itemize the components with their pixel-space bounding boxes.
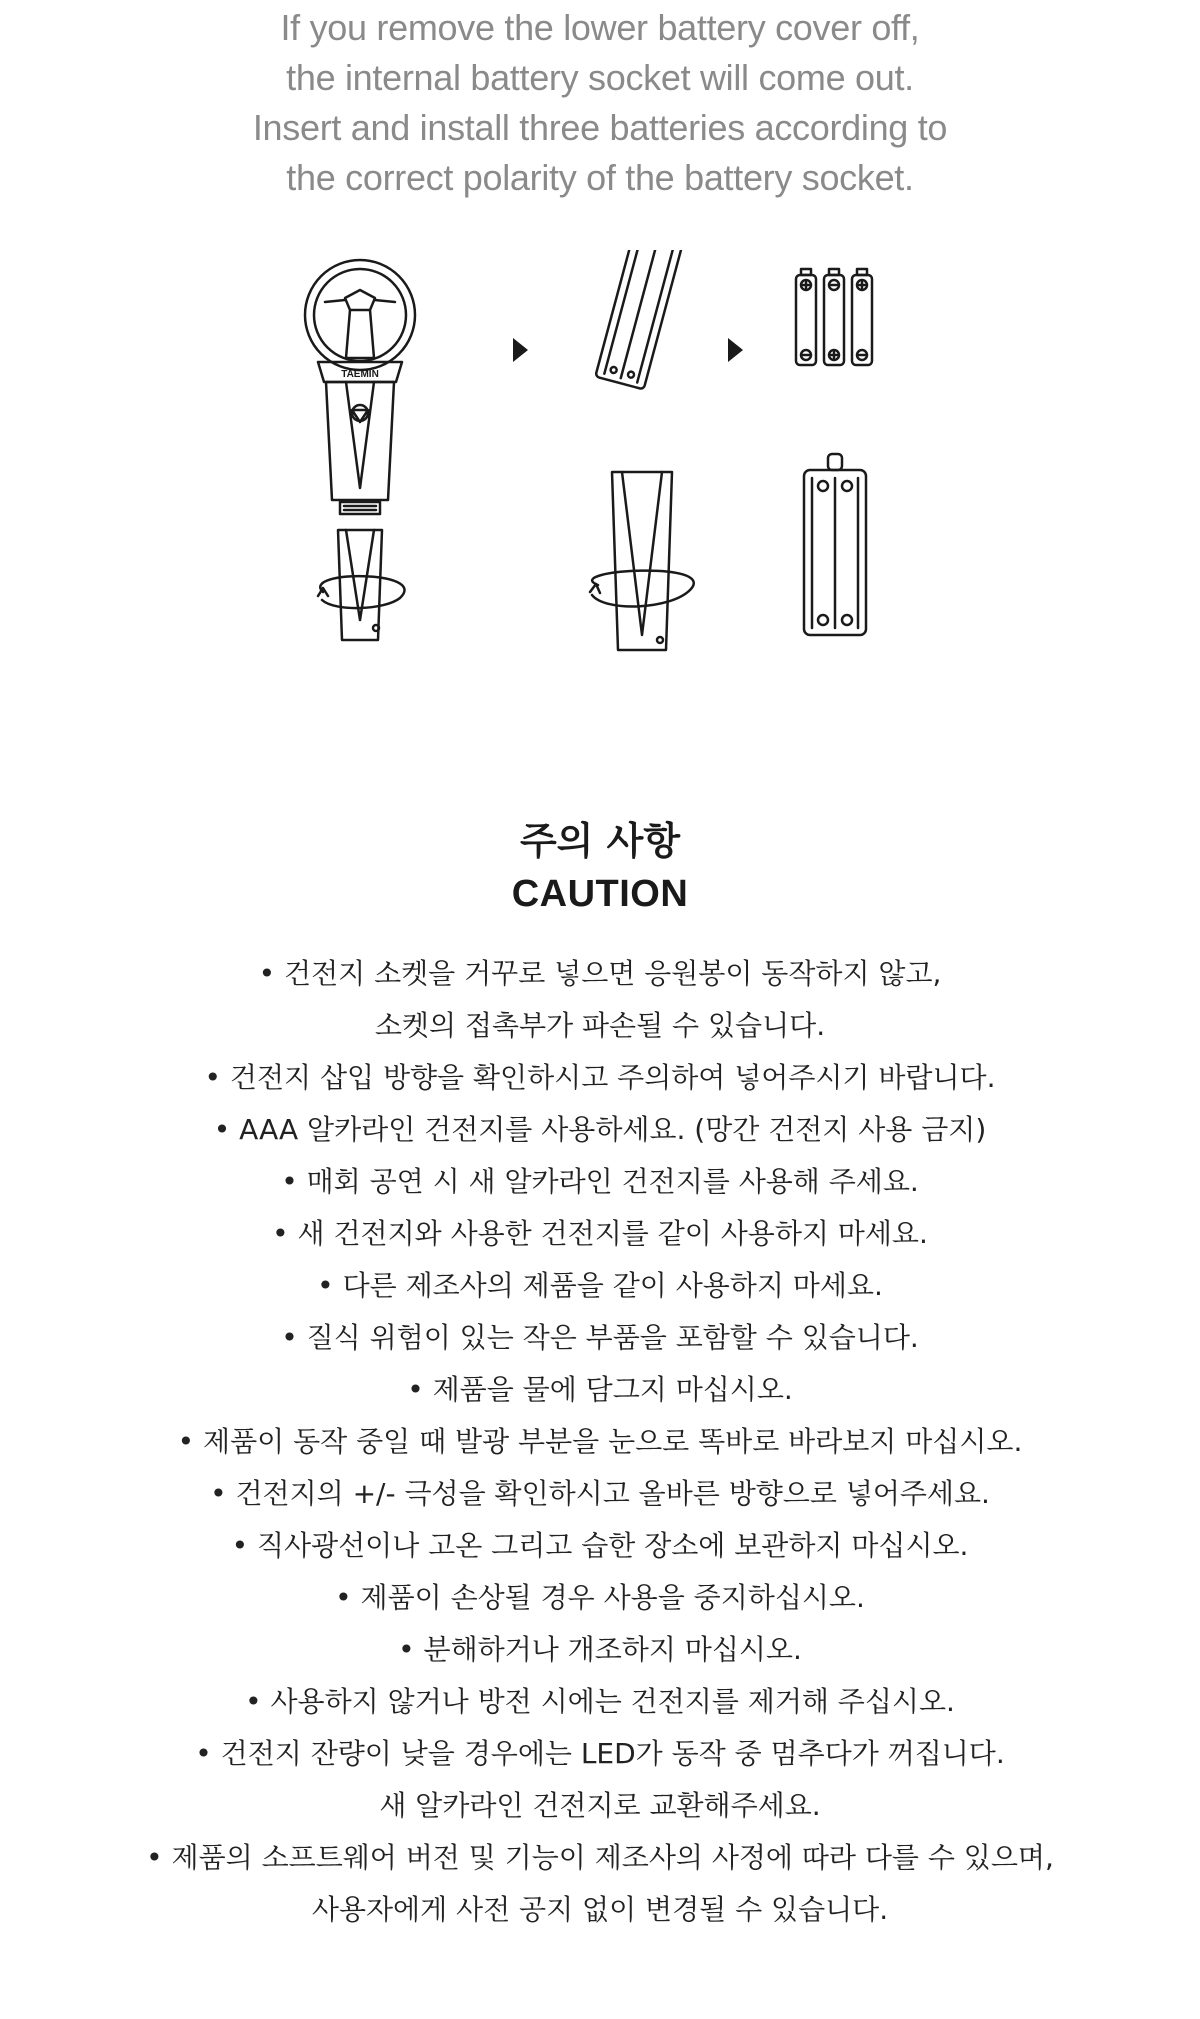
caution-item: • 사용하지 않거나 방전 시에는 건전지를 제거해 주십시오.: [245, 1685, 955, 1718]
caution-item: • 직사광선이나 고온 그리고 습한 장소에 보관하지 마십시오.: [231, 1529, 969, 1562]
caution-heading: [0, 815, 1200, 921]
brand-label: TAEMIN: [341, 369, 379, 380]
next-step-arrow-icon: [513, 338, 528, 362]
lightstick-illustration: [305, 260, 415, 640]
instruction-line: If you remove the lower battery cover off,: [280, 7, 920, 48]
battery-socket-removal-illustration: [590, 250, 694, 650]
caution-item: • 제품이 동작 중일 때 발광 부분을 눈으로 똑바로 바라보지 마십시오.: [177, 1425, 1023, 1458]
aaa-battery-icon: [796, 269, 816, 365]
aaa-battery-icon: [852, 269, 872, 365]
caution-item: • 제품을 물에 담그지 마십시오.: [407, 1373, 793, 1406]
caution-list: [0, 948, 1200, 1936]
caution-item: • 분해하거나 개조하지 마십시오.: [398, 1633, 802, 1666]
caution-item: • 제품이 손상될 경우 사용을 중지하십시오.: [335, 1581, 865, 1614]
next-step-arrow-icon: [728, 338, 743, 362]
caution-item: • 다른 제조사의 제품을 같이 사용하지 마세요.: [317, 1269, 883, 1302]
caution-item: • 건전지 잔량이 낮을 경우에는 LED가 동작 중 멈추다가 꺼집니다.: [195, 1737, 1005, 1770]
caution-item: • 건전지의 +/- 극성을 확인하시고 올바른 방향으로 넣어주세요.: [210, 1477, 990, 1510]
caution-item: • 매회 공연 시 새 알카라인 건전지를 사용해 주세요.: [281, 1165, 919, 1198]
instruction-line: Insert and install three batteries according to: [252, 107, 948, 148]
caution-item: 소켓의 접촉부가 파손될 수 있습니다.: [374, 1009, 826, 1042]
caution-title-korean: 주의 사항: [519, 819, 681, 863]
instruction-line: the internal battery socket will come out.: [286, 57, 914, 98]
caution-item: • 질식 위험이 있는 작은 부품을 포함할 수 있습니다.: [281, 1321, 919, 1354]
caution-item: • 건전지 소켓을 거꾸로 넣으면 응원봉이 동작하지 않고,: [258, 957, 942, 990]
caution-item: 새 알카라인 건전지로 교환해주세요.: [379, 1789, 821, 1822]
caution-item: 사용자에게 사전 공지 없이 변경될 수 있습니다.: [311, 1893, 889, 1926]
aaa-battery-icon: [824, 269, 844, 365]
battery-installation-diagram: [0, 250, 1200, 670]
caution-item: • 건전지 삽입 방향을 확인하시고 주의하여 넣어주시기 바랍니다.: [204, 1061, 996, 1094]
caution-item: • AAA 알카라인 건전지를 사용하세요. (망간 건전지 사용 금지): [213, 1113, 987, 1146]
instruction-line: the correct polarity of the battery socket.: [286, 157, 914, 198]
caution-item: • 새 건전지와 사용한 건전지를 같이 사용하지 마세요.: [272, 1217, 928, 1250]
battery-instructions: [0, 0, 1200, 203]
battery-socket-icon: [804, 454, 866, 635]
caution-title-english: CAUTION: [511, 873, 689, 915]
battery-insertion-illustration: [796, 269, 872, 635]
caution-item: • 제품의 소프트웨어 버전 및 기능이 제조사의 사정에 따라 다를 수 있으며,: [146, 1841, 1054, 1874]
